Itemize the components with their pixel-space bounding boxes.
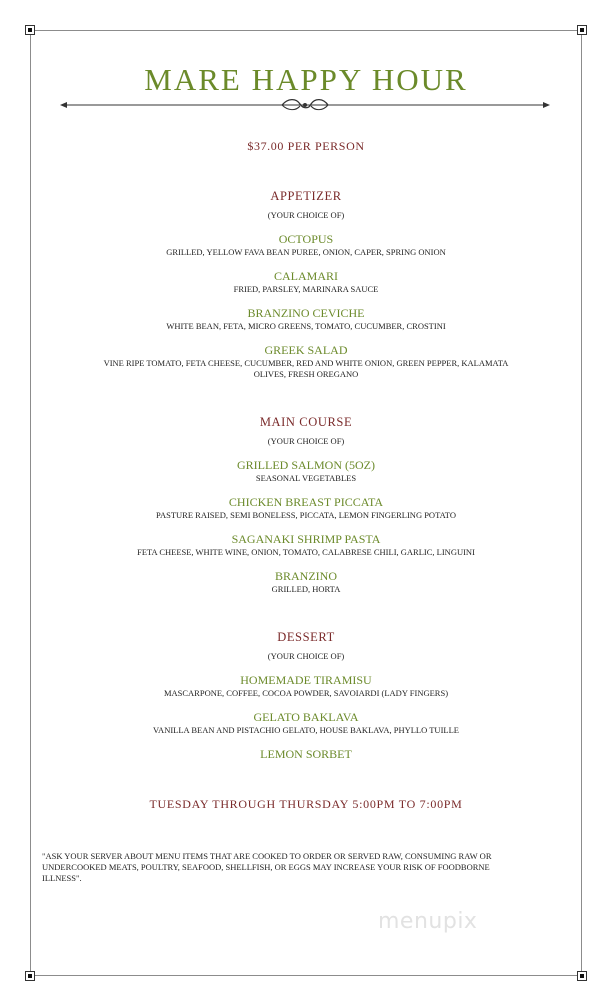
menu-item-name: SAGANAKI SHRIMP PASTA <box>231 532 381 546</box>
menu-item-description: SEASONAL VEGETABLES <box>255 473 357 483</box>
corner-ornament-top-left <box>25 25 35 35</box>
menu-item-description: PASTURE RAISED, SEMI BONELESS, PICCATA, LEMON FINGERLING POTATO <box>156 510 456 520</box>
section-choice-note: (YOUR CHOICE OF) <box>267 210 345 220</box>
menu-item-description: FETA CHEESE, WHITE WINE, ONION, TOMATO, CALABRESE CHILI, GARLIC, LINGUINI <box>137 547 475 557</box>
menu-item-name: GELATO BAKLAVA <box>253 710 359 724</box>
menu-item-description: VANILLA BEAN AND PISTACHIO GELATO, HOUSE BAKLAVA, PHYLLO TUILLE <box>153 725 459 735</box>
menu-item-name: BRANZINO CEVICHE <box>247 306 365 320</box>
corner-ornament-bottom-left <box>25 971 35 981</box>
menu-item-description: GRILLED, YELLOW FAVA BEAN PUREE, ONION, CAPER, SPRING ONION <box>166 247 446 257</box>
menu-item-name: BRANZINO <box>275 569 337 583</box>
flourish-divider-icon <box>60 95 550 115</box>
menu-item-name: LEMON SORBET <box>260 747 352 761</box>
corner-ornament-top-right <box>577 25 587 35</box>
menu-item-name: GRILLED SALMON (5OZ) <box>237 458 375 472</box>
menupix-watermark: menupix <box>378 909 478 934</box>
menu-item-name: CALAMARI <box>273 269 338 283</box>
section-title-dessert: DESSERT <box>277 630 335 644</box>
menu-item-name: OCTOPUS <box>278 232 334 246</box>
menu-item-name: GREEK SALAD <box>264 343 348 357</box>
happy-hour-schedule: TUESDAY THROUGH THURSDAY 5:00PM TO 7:00PM <box>149 797 463 811</box>
corner-ornament-bottom-right <box>577 971 587 981</box>
section-title-appetizer: APPETIZER <box>270 189 342 203</box>
menu-item-description: FRIED, PARSLEY, MARINARA SAUCE <box>233 284 379 294</box>
menu-item-description: GRILLED, HORTA <box>271 584 341 594</box>
section-title-main-course: MAIN COURSE <box>259 415 353 429</box>
section-choice-note: (YOUR CHOICE OF) <box>267 436 345 446</box>
menu-item-description: MASCARPONE, COFFEE, COCOA POWDER, SAVOIARDI (LADY FINGERS) <box>163 688 449 698</box>
menu-item-name: HOMEMADE TIRAMISU <box>240 673 372 687</box>
food-safety-notice: "ASK YOUR SERVER ABOUT MENU ITEMS THAT ARE COOKED TO ORDER OR SERVED RAW, CONSUMING RAW OR UNDERCOOKED MEATS, POULTRY, SEAFOOD, SHELLFISH, OR EGGS MAY INCREASE YOUR RISK OF FOODBORNE ILLNESS". <box>42 851 492 883</box>
menu-title: MARE HAPPY HOUR <box>144 62 468 97</box>
section-choice-note: (YOUR CHOICE OF) <box>267 651 345 661</box>
menu-item-description-continued: OLIVES, FRESH OREGANO <box>253 369 359 379</box>
menu-item-description: WHITE BEAN, FETA, MICRO GREENS, TOMATO, CUCUMBER, CROSTINI <box>166 321 446 331</box>
price-per-person: $37.00 PER PERSON <box>247 139 365 153</box>
menu-item-description: VINE RIPE TOMATO, FETA CHEESE, CUCUMBER, RED AND WHITE ONION, GREEN PEPPER, KALAMATA <box>103 358 509 368</box>
menu-item-name: CHICKEN BREAST PICCATA <box>228 495 384 509</box>
